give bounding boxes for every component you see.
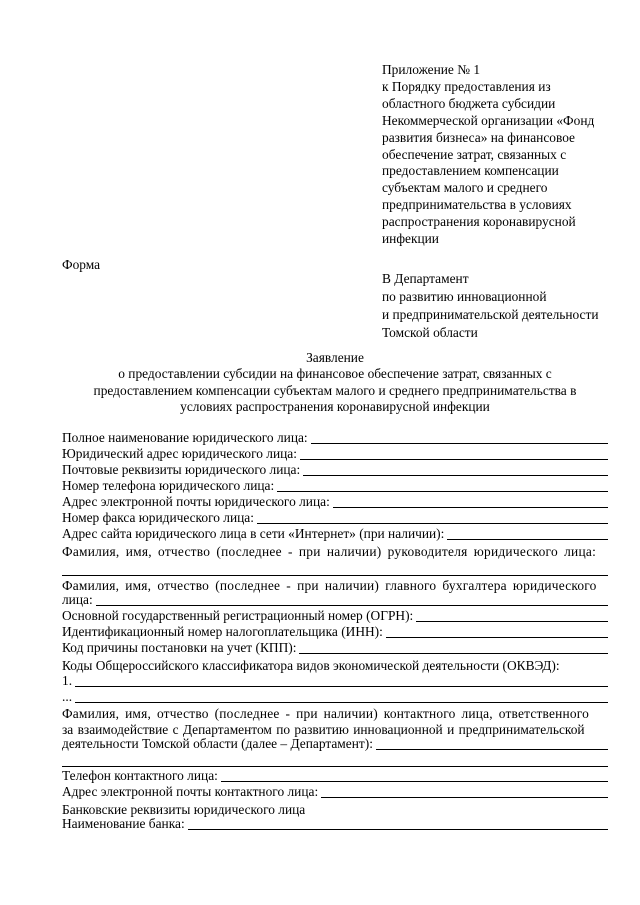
appendix-line: к Порядку предоставления из: [382, 78, 551, 94]
fill-line[interactable]: [416, 610, 608, 622]
field-contact-email[interactable]: [62, 784, 608, 800]
field-label: Код причины постановки на учет (КПП):: [62, 640, 297, 655]
field-full-name[interactable]: [62, 430, 608, 446]
addressee-block: [382, 270, 632, 342]
field-label: Адрес электронной почты юридического лица:: [62, 494, 330, 509]
field-ogrn[interactable]: [62, 608, 608, 624]
field-head-name-label: [62, 544, 608, 560]
field-label: за взаимодействие с Департаментом по развитию инновационной и предпринимательской: [62, 722, 585, 737]
field-label: 1.: [62, 673, 73, 688]
fill-line[interactable]: [386, 626, 608, 638]
field-label: Коды Общероссийского классификатора видов экономической деятельности (ОКВЭД):: [62, 658, 560, 673]
form-label: Форма: [62, 257, 101, 272]
fill-line[interactable]: [257, 512, 608, 524]
field-contact-label: [62, 706, 608, 722]
fill-line[interactable]: [303, 464, 608, 476]
field-label: Адрес электронной почты контактного лица:: [62, 784, 319, 799]
appendix-line: областного бюджета субсидии: [382, 95, 556, 111]
field-label: Телефон контактного лица:: [62, 768, 218, 783]
title-heading: Заявление: [306, 350, 364, 365]
field-label: ...: [62, 689, 73, 704]
field-website[interactable]: [62, 526, 608, 542]
field-label: деятельности Томской области (далее – Департамент):: [62, 736, 373, 751]
document-title: [40, 350, 630, 415]
field-bank-name[interactable]: [62, 816, 608, 832]
field-label: Фамилия, имя, отчество (последнее - при наличии) главного бухгалтера юридического: [62, 578, 597, 593]
fill-line[interactable]: [299, 642, 608, 654]
fill-line[interactable]: [96, 594, 608, 606]
addressee-line: и предпринимательской деятельности: [382, 307, 599, 322]
addressee-line: В Департамент: [382, 271, 469, 286]
field-label: Фамилия, имя, отчество (последнее - при наличии) руководителя юридического лица:: [62, 544, 597, 559]
fill-line[interactable]: [188, 818, 608, 830]
field-label: лица:: [62, 592, 93, 607]
addressee-line: по развитию инновационной: [382, 289, 547, 304]
field-contact[interactable]: [62, 736, 608, 752]
fill-line-contact[interactable]: [62, 766, 608, 767]
field-contact-phone[interactable]: [62, 768, 608, 784]
field-kpp[interactable]: [62, 640, 608, 656]
field-label: Почтовые реквизиты юридического лица:: [62, 462, 301, 477]
appendix-line: обеспечение затрат, связанных с: [382, 146, 567, 162]
appendix-line: предоставлением компенсации: [382, 163, 559, 179]
fill-line-head-name[interactable]: [62, 575, 608, 576]
fill-line[interactable]: [75, 675, 608, 687]
appendix-line: инфекции: [382, 231, 439, 247]
field-email[interactable]: [62, 494, 608, 510]
fill-line[interactable]: [321, 786, 608, 798]
fill-line[interactable]: [333, 496, 608, 508]
field-okved-label: [62, 658, 608, 674]
fill-line[interactable]: [447, 528, 608, 540]
field-postal-details[interactable]: [62, 462, 608, 478]
fill-line[interactable]: [75, 691, 608, 703]
title-line: предоставлением компенсации субъектам малого и среднего предпринимательства в: [93, 382, 577, 398]
appendix-line: предпринимательства в условиях: [382, 197, 572, 213]
field-okved-1[interactable]: [62, 673, 608, 689]
fill-line[interactable]: [277, 480, 608, 492]
field-label: Банковские реквизиты юридического лица: [62, 802, 306, 817]
appendix-line: субъектам малого и среднего: [382, 180, 548, 196]
appendix-line: развития бизнеса» на финансовое: [382, 129, 575, 145]
field-label: Номер телефона юридического лица:: [62, 478, 275, 493]
field-legal-address[interactable]: [62, 446, 608, 462]
field-label: Адрес сайта юридического лица в сети «Интернет» (при наличии):: [62, 526, 445, 541]
addressee-line: Томской области: [382, 325, 478, 340]
field-accountant[interactable]: [62, 592, 608, 608]
field-label: Полное наименование юридического лица:: [62, 430, 308, 445]
field-label: Идентификационный номер налогоплательщика (ИНН):: [62, 624, 383, 639]
field-fax[interactable]: [62, 510, 608, 526]
appendix-line: Некоммерческой организации «Фонд: [382, 112, 595, 128]
field-phone[interactable]: [62, 478, 608, 494]
field-okved-more[interactable]: [62, 689, 608, 705]
appendix-line: Приложение № 1: [382, 62, 481, 77]
appendix-header: [382, 62, 622, 248]
field-inn[interactable]: [62, 624, 608, 640]
title-line: о предоставлении субсидии на финансовое обеспечение затрат, связанных с: [118, 366, 552, 382]
fill-line[interactable]: [376, 738, 608, 750]
appendix-line: распространения коронавирусной: [382, 214, 576, 230]
field-label: Основной государственный регистрационный номер (ОГРН):: [62, 608, 414, 623]
field-label: Номер факса юридического лица:: [62, 510, 254, 525]
title-line: условиях распространения коронавирусной инфекции: [180, 398, 490, 414]
fill-line[interactable]: [300, 448, 608, 460]
fill-line[interactable]: [221, 770, 608, 782]
field-label: Юридический адрес юридического лица:: [62, 446, 297, 461]
field-label: Наименование банка:: [62, 816, 185, 831]
fill-line[interactable]: [311, 432, 608, 444]
field-label: Фамилия, имя, отчество (последнее - при наличии) контактного лица, ответственного: [62, 706, 589, 721]
